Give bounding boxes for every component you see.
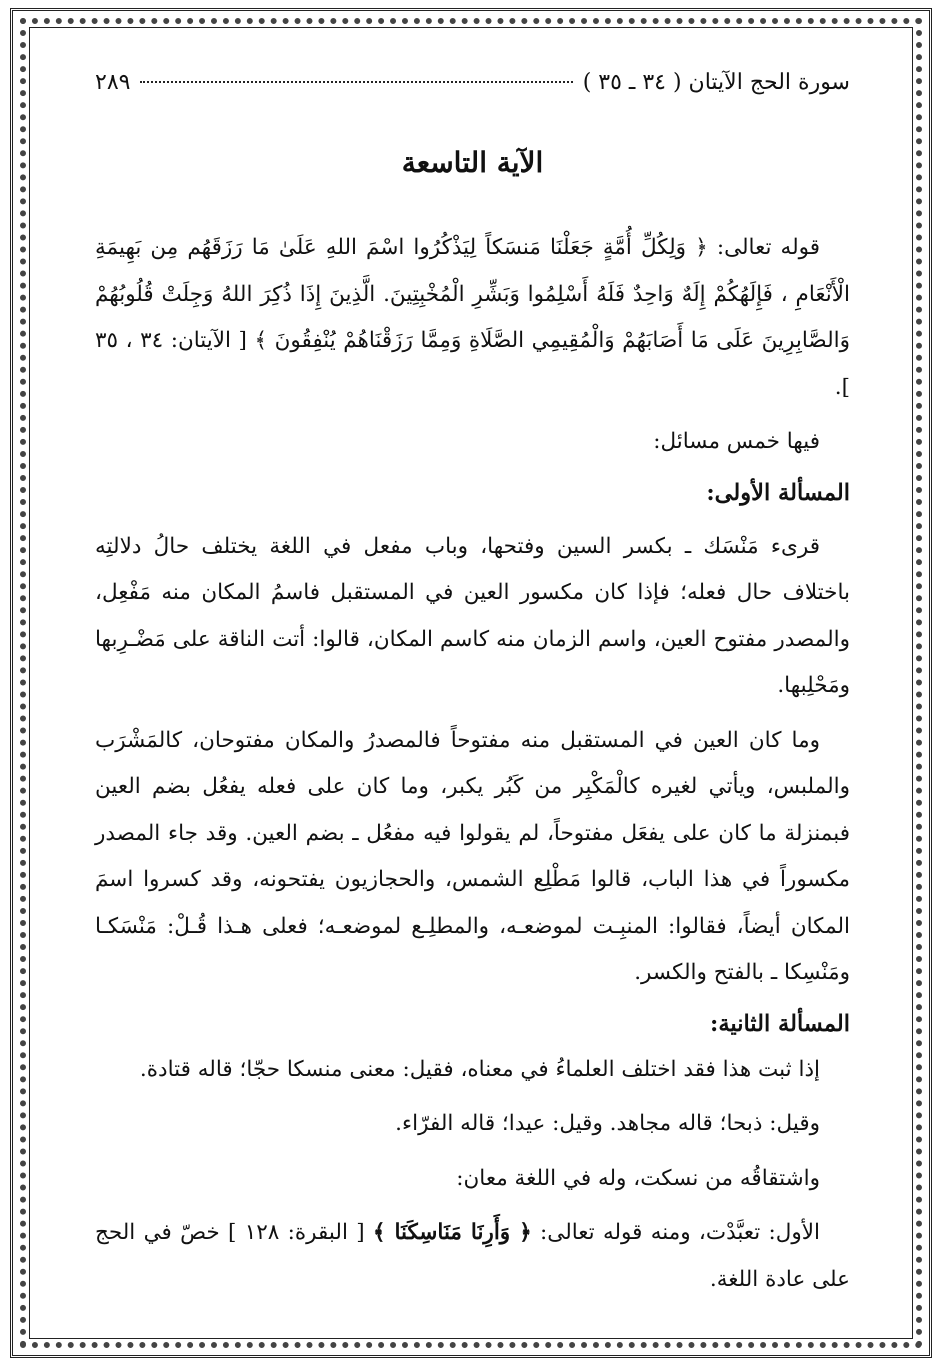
issue2-paragraph-2: وقيل: ذبحا؛ قاله مجاهد. وقيل: عيدا؛ قاله الفرّاء. (395, 1111, 820, 1136)
issue2-paragraph-1: إذا ثبت هذا فقد اختلف العلماءُ في معناه، فقيل: معنى منسكا حجّا؛ قاله قتادة. (139, 1056, 820, 1082)
intro-citation: [ الآيتان: ٣٤ ، ٣٥ ]. (95, 328, 850, 400)
intro-lead: قوله تعالى: (716, 235, 821, 260)
issue2-para4-rest: [ البقرة: ١٢٨ ] خصّ في الحج على عادة اللغة. (95, 1220, 850, 1292)
issue2-para4-lead: الأول: تعبَّدْت، ومنه قوله تعالى: (540, 1220, 821, 1245)
issue1-paragraph-1: قرىء مَنْسَك ـ بكسر السين وفتحها، وباب مفعل في اللغة يختلف حالُ دلالتِه باختلاف حال فعله؛ فإذا كان مكسور العين في المستقبل فاسمُ المكان منه مَفْعِل، والمصدر مفتوح العين، واسم الزمان منه كاسم المكان، قالوا: أتت الناقة على مَضْـرِبها ومَحْلِبها. (95, 533, 850, 698)
issue2-paragraph-3: واشتقاقُه من نسكت، وله في اللغة معان: (456, 1165, 820, 1191)
surah-label: سورة الحج الآيتان ( ٣٤ ـ ٣٥ ) (582, 70, 850, 95)
page-number: ٢٨٩ (95, 70, 131, 95)
issue1-title: المسألة الأولى: (706, 479, 850, 506)
issue2-title: المسألة الثانية: (710, 1010, 850, 1037)
book-page (95, 70, 850, 1303)
running-header (95, 70, 850, 110)
intro-paragraph (95, 225, 850, 411)
intro-verse: ﴿ وَلِكُلِّ أُمَّةٍ جَعَلْنَا مَنسَكاً لِيَذْكُرُوا اسْمَ اللهِ عَلَىٰ مَا رَزَقَهُم مِن بَهِيمَةِ الْأَنْعَامِ ، فَإِلَهُكُمْ إِلَهٌ وَاحِدٌ فَلَهُ أَسْلِمُوا وَبَشِّرِ الْمُخْبِتِينَ. الَّذِينَ إِذَا ذُكِرَ اللهُ وَجِلَتْ قُلُوبُهُمْ وَالصَّابِرِينَ عَلَى مَا أَصَابَهُمْ وَالْمُقِيمِي الصَّلَاةِ وَمِمَّا رَزَقْنَاهُمْ يُنْفِقُونَ ﴾ (95, 235, 850, 353)
header-dot-leader (140, 81, 572, 83)
questions-intro: فيها خمس مسائل: (653, 429, 820, 454)
issue1-paragraph-2: وما كان العين في المستقبل منه مفتوحاً فالمصدرُ والمكان مفتوحان، كالمَشْرَب والملبس، ويأتي لغيره كالْمَكْبِر من كَبُر يكبر، وما كان على فعله يفعُل بضم العين فبمنزلة ما كان على يفعَل مفتوحاً، لم يقولوا فيه مفعُل ـ بضم العين. وقد جاء المصدر مكسوراً في هذا الباب، قالوا مَطْلِع الشمس، والحجازيون يفتحونه، وقد كسروا اسمَ المكان أيضاً، فقالوا: المنبِـت لموضعـه، والمطلِـع لموضعـه؛ فعلى هـذا قُـلْ: مَنْسَكـا ومَنْسِكا ـ بالفتح والكسر. (95, 727, 850, 985)
issue2-para4-verse: ﴿ وَأَرِنَا مَنَاسِكَنَا ﴾ (372, 1220, 532, 1245)
issue2-paragraph-4 (95, 1210, 850, 1303)
section-title: الآية التاسعة (401, 146, 544, 179)
